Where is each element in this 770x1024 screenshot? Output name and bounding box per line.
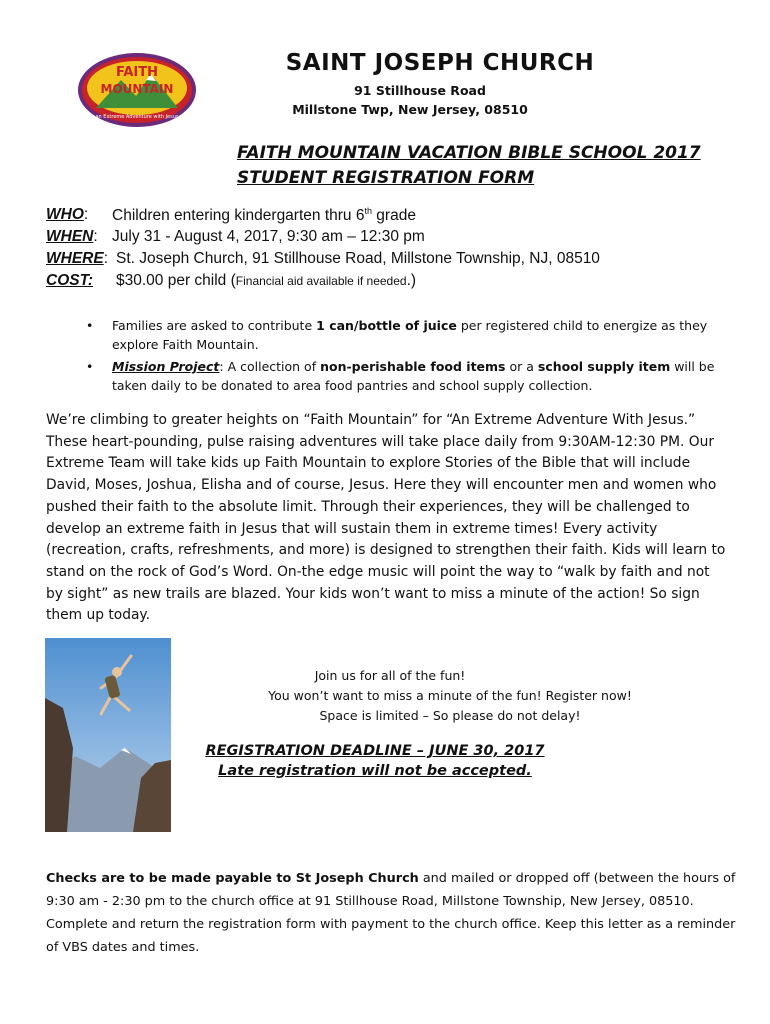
logo-word-1: FAITH	[115, 65, 159, 80]
join-line-2: You won’t want to miss a minute of the fun! Register now!	[268, 688, 632, 703]
description-paragraph: We’re climbing to greater heights on “Faith Mountain” for “An Extreme Adventure With Jesus.” These heart-pounding, pulse raising adventures will take place daily from 9:30AM-12:30 PM. Our Extreme Team will take kids up Faith Mountain to explore Stories of the Bible that will include David, Moses, Joshua, Elisha and of course, Jesus. Here they will encounter men and women who pushed their faith to the absolute limit. Through their experiences, they will be challenged to develop an extreme faith in Jesus that will sustain them in extreme times! Every activity (recreation, crafts, refreshments, and more) is designed to strengthen their faith. Kids will learn to stand on the rock of God’s Word. On-the edge music will point the way to “walk by faith and not by sight” as new trails are blazed. Your kids won’t want to miss a minute of the action! So sign them up today.	[46, 412, 726, 624]
address-line-1: 91 Stillhouse Road	[354, 83, 486, 98]
logo-word-2: MOUNTAIN	[100, 82, 174, 96]
who-value: Children entering kindergarten thru 6th grade	[112, 206, 416, 225]
payment-instructions	[46, 867, 736, 959]
cost-label: COST:	[46, 272, 94, 289]
where-value: St. Joseph Church, 91 Stillhouse Road, Millstone Township, NJ, 08510	[116, 250, 600, 267]
logo-tagline: an Extreme Adventure with Jesus	[95, 114, 179, 120]
form-title-line-2: STUDENT REGISTRATION FORM	[237, 168, 535, 188]
form-title-line-1: FAITH MOUNTAIN VACATION BIBLE SCHOOL 2017	[237, 143, 701, 163]
where-row: WHERE: St. Joseph Church, 91 Stillhouse Road, Millstone Township, NJ, 08510	[46, 250, 600, 267]
list-item: • Families are asked to contribute 1 can/bottle of juice per registered child to energize as they explore Faith Mountain.	[86, 318, 708, 352]
when-value: July 31 - August 4, 2017, 9:30 am – 12:30 pm	[112, 228, 425, 245]
when-row: WHEN: July 31 - August 4, 2017, 9:30 am – 12:30 pm	[46, 228, 425, 245]
cost-value: $30.00 per child (Financial aid available if needed.)	[116, 272, 417, 289]
who-label: WHO	[46, 206, 84, 223]
join-line-3: Space is limited – So please do not delay!	[319, 708, 581, 723]
who-row: WHO: Children entering kindergarten thru 6th grade	[46, 206, 416, 225]
church-name: SAINT JOSEPH CHURCH	[285, 50, 595, 76]
payment-details: and mailed or dropped off (between the hours of 9:30 am - 2:30 pm to the church office at 91 Stillhouse Road, Millstone Township, New Jersey, 08510. Complete and return the registration form with payment to the church office. Keep this letter as a reminder of VBS dates and times.	[46, 871, 736, 955]
join-line-1: Join us for all of the fun!	[314, 668, 466, 683]
where-label: WHERE	[46, 250, 104, 267]
list-item: • Mission Project: A collection of non-perishable food items or a school supply item will be taken daily to be donated to area food pantries and school supply collection.	[86, 359, 715, 393]
cost-row	[46, 272, 417, 290]
faith-mountain-logo	[76, 50, 198, 130]
payment-payee: Checks are to be made payable to St Joseph Church	[46, 871, 419, 886]
when-label: WHEN	[46, 228, 94, 245]
climber-photo	[45, 638, 171, 832]
late-registration-note: Late registration will not be accepted.	[218, 763, 532, 779]
registration-deadline: REGISTRATION DEADLINE – JUNE 30, 2017	[205, 743, 545, 759]
notes-list	[82, 316, 722, 398]
address-line-2: Millstone Twp, New Jersey, 08510	[292, 102, 528, 117]
